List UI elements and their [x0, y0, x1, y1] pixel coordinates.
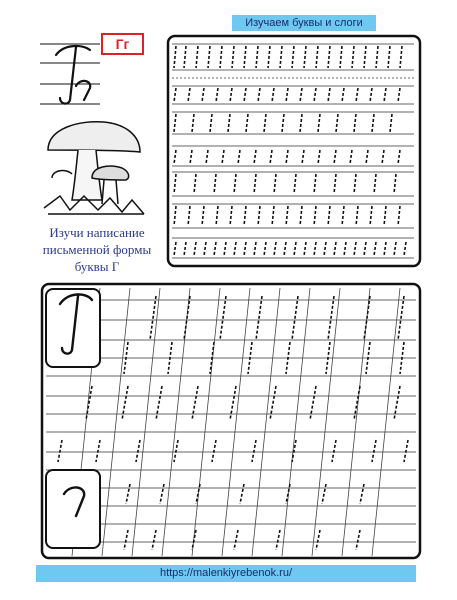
instruction-line: письменной формы: [42, 242, 152, 257]
lowercase-sample-box: [46, 470, 100, 548]
footer-url: https://malenkiyrebenok.ru/: [36, 565, 416, 582]
sample-letters: [56, 46, 90, 104]
mushroom-illustration: [44, 122, 144, 214]
header-banner: Изучаем буквы и слоги: [232, 15, 376, 31]
instruction-line: буквы Г: [74, 259, 120, 274]
letter-badge: Гг: [101, 33, 144, 55]
instruction-line: Изучи написание: [49, 225, 145, 240]
practice-box-top: [168, 36, 420, 266]
